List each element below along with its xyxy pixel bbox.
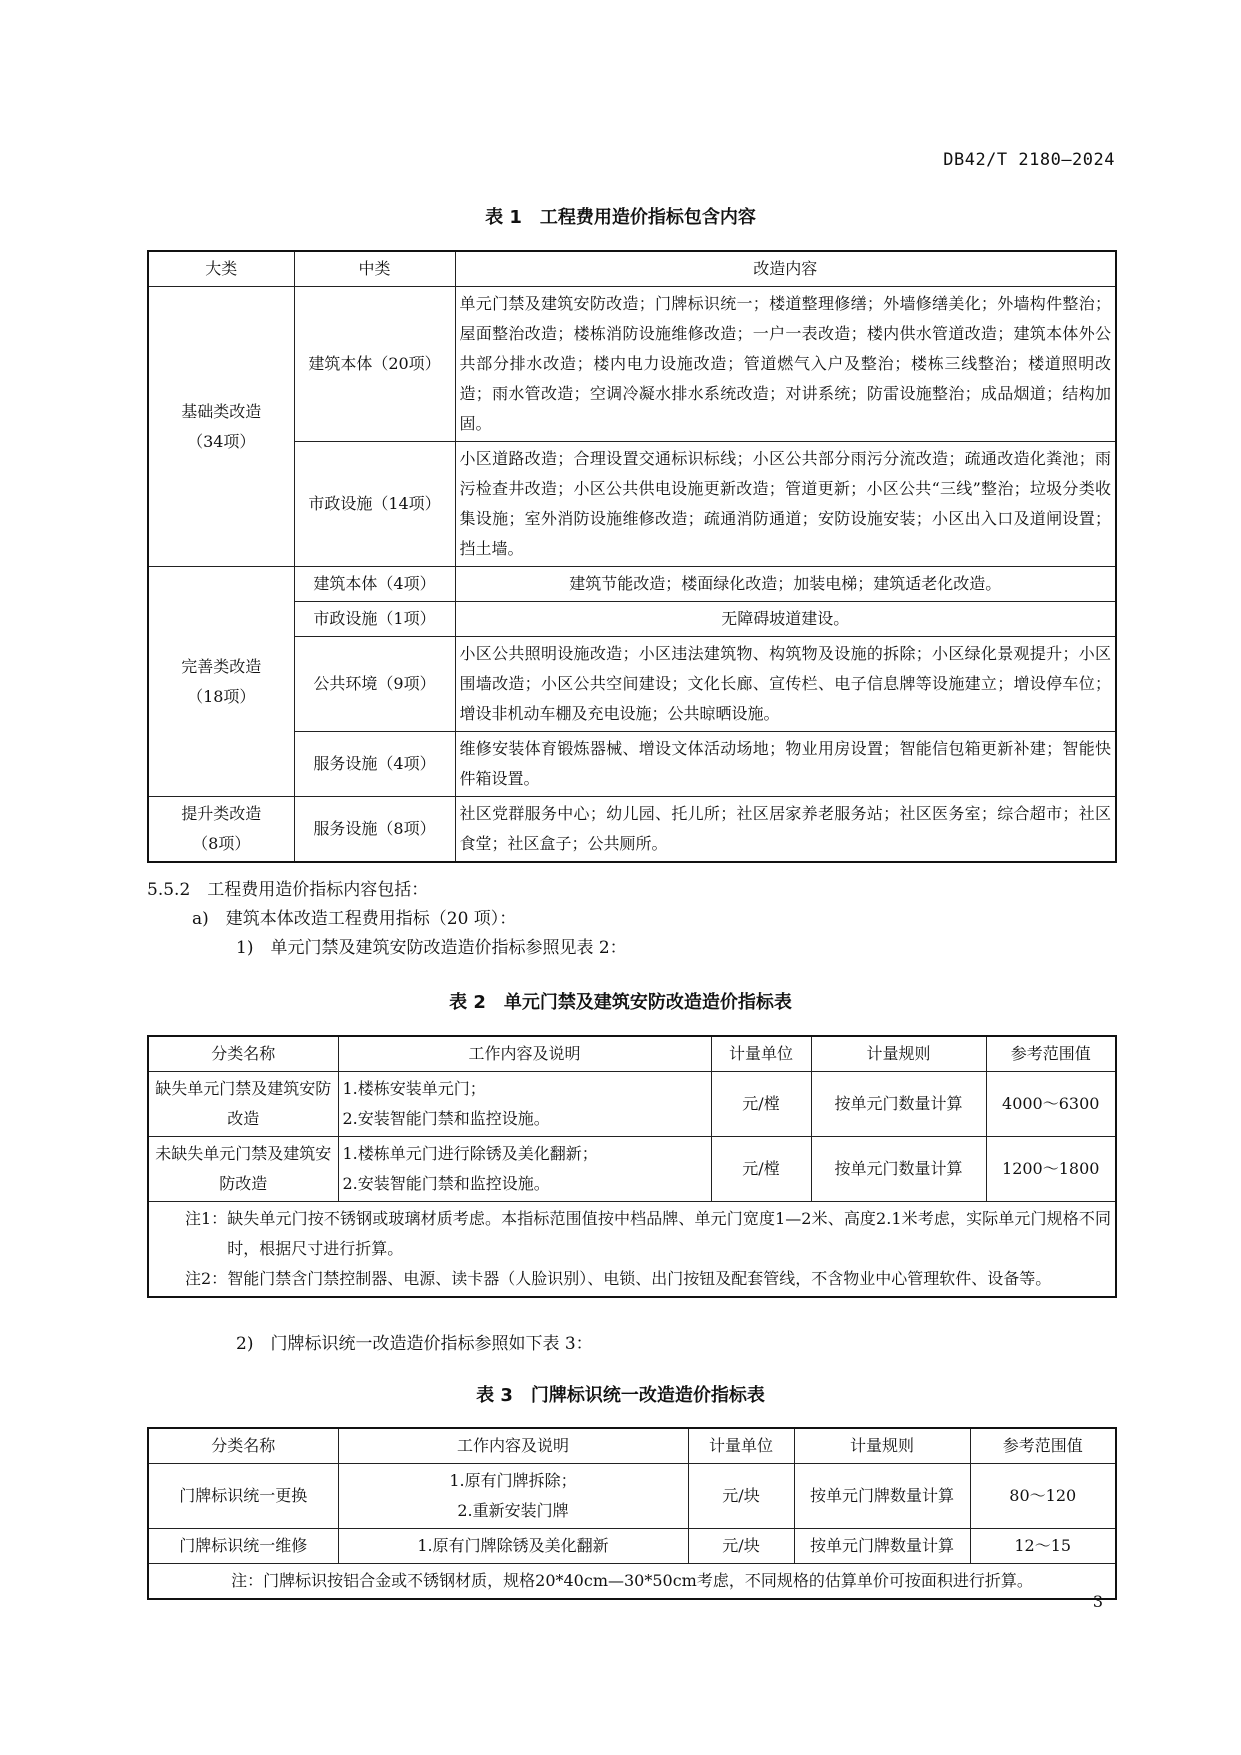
range-cell: 80～120: [970, 1464, 1116, 1529]
work-item: 2.安装智能门禁和监控设施。: [342, 1174, 550, 1193]
list-item-2: 2) 门牌标识统一改造造价指标参照如下表 3：: [236, 1334, 593, 1354]
table3-header-cell: 计量单位: [688, 1428, 794, 1464]
table3: [147, 1427, 1117, 1600]
range-cell: 4000～6300: [986, 1072, 1116, 1137]
category-count: （8项）: [192, 834, 251, 853]
content-cell: 小区公共照明设施改造；小区违法建筑物、构筑物及设施的拆除；小区绿化景观提升；小区围墙改造；小区公共空间建设；文化长廊、宣传栏、电子信息牌等设施建立；增设停车位；增设非机动车棚及充电设施；公共晾晒设施。: [455, 637, 1116, 732]
rule-cell: 按单元门数量计算: [811, 1072, 986, 1137]
subcategory-cell: 公共环境（9项）: [294, 637, 455, 732]
table1: [147, 250, 1117, 863]
rule-cell: 按单元门牌数量计算: [794, 1464, 970, 1529]
work-content-cell: [338, 1137, 711, 1202]
note-1-text: 缺失单元门按不锈钢或玻璃材质考虑。本指标范围值按中档品牌、单元门宽度1—2米、高度2.1米考虑，实际单元门规格不同时，根据尺寸进行折算。: [227, 1209, 1111, 1258]
content-cell: 社区党群服务中心；幼儿园、托儿所；社区居家养老服务站；社区医务室；综合超市；社区食堂；社区盒子；公共厕所。: [455, 797, 1116, 863]
unit-cell: 元/块: [688, 1464, 794, 1529]
table-row: [148, 1137, 1116, 1202]
table2-header-cell: 分类名称: [148, 1036, 338, 1072]
category-name-cell: 门牌标识统一维修: [148, 1529, 338, 1564]
category-cell: [148, 287, 294, 567]
unit-cell: 元/樘: [711, 1137, 811, 1202]
category-name: 完善类改造: [181, 656, 262, 676]
work-content-cell: [338, 1072, 711, 1137]
note-1: [185, 1204, 1111, 1264]
note-1-tag: 注1：: [185, 1209, 228, 1228]
table1-caption: 表 1 工程费用造价指标包含内容: [485, 207, 756, 228]
unit-cell: 元/樘: [711, 1072, 811, 1137]
category-cell: [148, 797, 294, 863]
range-cell: 12～15: [970, 1529, 1116, 1564]
table-row: [148, 442, 1116, 567]
page-number: 3: [1092, 1592, 1103, 1611]
category-count: （18项）: [187, 686, 256, 706]
table-row: [148, 602, 1116, 637]
category-name-cell: 门牌标识统一更换: [148, 1464, 338, 1529]
category-name: 基础类改造: [181, 401, 262, 421]
work-item: 1.原有门牌拆除；: [449, 1471, 577, 1490]
work-item: 1.楼栋安装单元门；: [342, 1079, 486, 1098]
table2-notes-row: [148, 1202, 1116, 1298]
rule-cell: 按单元门牌数量计算: [794, 1529, 970, 1564]
content-cell: 单元门禁及建筑安防改造；门牌标识统一；楼道整理修缮；外墙修缮美化；外墙构件整治；屋面整治改造；楼栋消防设施维修改造；一户一表改造；楼内供水管道改造；建筑本体外公共部分排水改造；楼内电力设施改造；管道燃气入户及整治；楼栋三线整治；楼道照明改造；雨水管改造；空调冷凝水排水系统改造；对讲系统；防雷设施整治；成品烟道；结构加固。: [455, 287, 1116, 442]
work-item: 1.楼栋单元门进行除锈及美化翻新；: [342, 1144, 598, 1163]
table2-caption: 表 2 单元门禁及建筑安防改造造价指标表: [449, 992, 792, 1013]
table2: [147, 1035, 1117, 1298]
work-item: 2.安装智能门禁和监控设施。: [342, 1109, 550, 1128]
table3-caption: 表 3 门牌标识统一改造造价指标表: [476, 1385, 765, 1406]
table2-header-cell: 计量单位: [711, 1036, 811, 1072]
note-2: [185, 1264, 1111, 1294]
work-item: 2.重新安装门牌: [457, 1501, 569, 1520]
subcategory-cell: 服务设施（8项）: [294, 797, 455, 863]
range-cell: 1200～1800: [986, 1137, 1116, 1202]
list-item-a: a) 建筑本体改造工程费用指标（20 项）：: [192, 909, 517, 929]
table-row: [148, 567, 1116, 602]
table1-header-cell: 改造内容: [455, 251, 1116, 287]
table1-header-row: [148, 251, 1116, 287]
category-cell: [148, 567, 294, 797]
table-row: [148, 287, 1116, 442]
content-cell: 无障碍坡道建设。: [455, 602, 1116, 637]
clause-5-5-2: 5.5.2 工程费用造价指标内容包括：: [147, 880, 429, 900]
table-row: [148, 1529, 1116, 1564]
category-name: 提升类改造: [181, 804, 262, 823]
table3-notes-row: [148, 1564, 1116, 1600]
content-cell: 维修安装体育锻炼器械、增设文体活动场地；物业用房设置；智能信包箱更新补建；智能快件箱设置。: [455, 732, 1116, 797]
content-cell: 小区道路改造；合理设置交通标识标线；小区公共部分雨污分流改造；疏通改造化粪池；雨污检查井改造；小区公共供电设施更新改造；管道更新；小区公共“三线”整治；垃圾分类收集设施；室外消防设施维修改造；疏通消防通道；安防设施安装；小区出入口及道闸设置；挡土墙。: [455, 442, 1116, 567]
subcategory-cell: 市政设施（1项）: [294, 602, 455, 637]
category-count: （34项）: [187, 431, 256, 451]
subcategory-cell: 市政设施（14项）: [294, 442, 455, 567]
table-row: [148, 637, 1116, 732]
table3-header-cell: 计量规则: [794, 1428, 970, 1464]
note-2-tag: 注2：: [185, 1269, 228, 1288]
category-name-cell: 未缺失单元门禁及建筑安防改造: [148, 1137, 338, 1202]
table-row: [148, 1464, 1116, 1529]
work-content-cell: 1.原有门牌除锈及美化翻新: [338, 1529, 688, 1564]
work-content-cell: [338, 1464, 688, 1529]
content-cell: 建筑节能改造；楼面绿化改造；加装电梯；建筑适老化改造。: [455, 567, 1116, 602]
table3-header-row: [148, 1428, 1116, 1464]
list-item-1: 1) 单元门禁及建筑安防改造造价指标参照见表 2：: [236, 938, 627, 958]
table-row: [148, 1072, 1116, 1137]
table3-header-cell: 分类名称: [148, 1428, 338, 1464]
subcategory-cell: 建筑本体（4项）: [294, 567, 455, 602]
subcategory-cell: 建筑本体（20项）: [294, 287, 455, 442]
document-code: DB42/T 2180—2024: [943, 150, 1115, 170]
table1-header-cell: 中类: [294, 251, 455, 287]
table3-note: 注：门牌标识按铝合金或不锈钢材质，规格20*40cm—30*50cm考虑，不同规格的估算单价可按面积进行折算。: [148, 1564, 1116, 1600]
table2-header-cell: 参考范围值: [986, 1036, 1116, 1072]
rule-cell: 按单元门数量计算: [811, 1137, 986, 1202]
subcategory-cell: 服务设施（4项）: [294, 732, 455, 797]
table2-header-cell: 计量规则: [811, 1036, 986, 1072]
table2-header-row: [148, 1036, 1116, 1072]
table3-header-cell: 参考范围值: [970, 1428, 1116, 1464]
unit-cell: 元/块: [688, 1529, 794, 1564]
note-2-text: 智能门禁含门禁控制器、电源、读卡器（人脸识别）、电锁、出门按钮及配套管线，不含物业中心管理软件、设备等。: [227, 1269, 1052, 1288]
table3-header-cell: 工作内容及说明: [338, 1428, 688, 1464]
category-name-cell: 缺失单元门禁及建筑安防改造: [148, 1072, 338, 1137]
table-row: [148, 797, 1116, 863]
table2-header-cell: 工作内容及说明: [338, 1036, 711, 1072]
table1-header-cell: 大类: [148, 251, 294, 287]
table2-notes: [148, 1202, 1116, 1298]
table-row: [148, 732, 1116, 797]
